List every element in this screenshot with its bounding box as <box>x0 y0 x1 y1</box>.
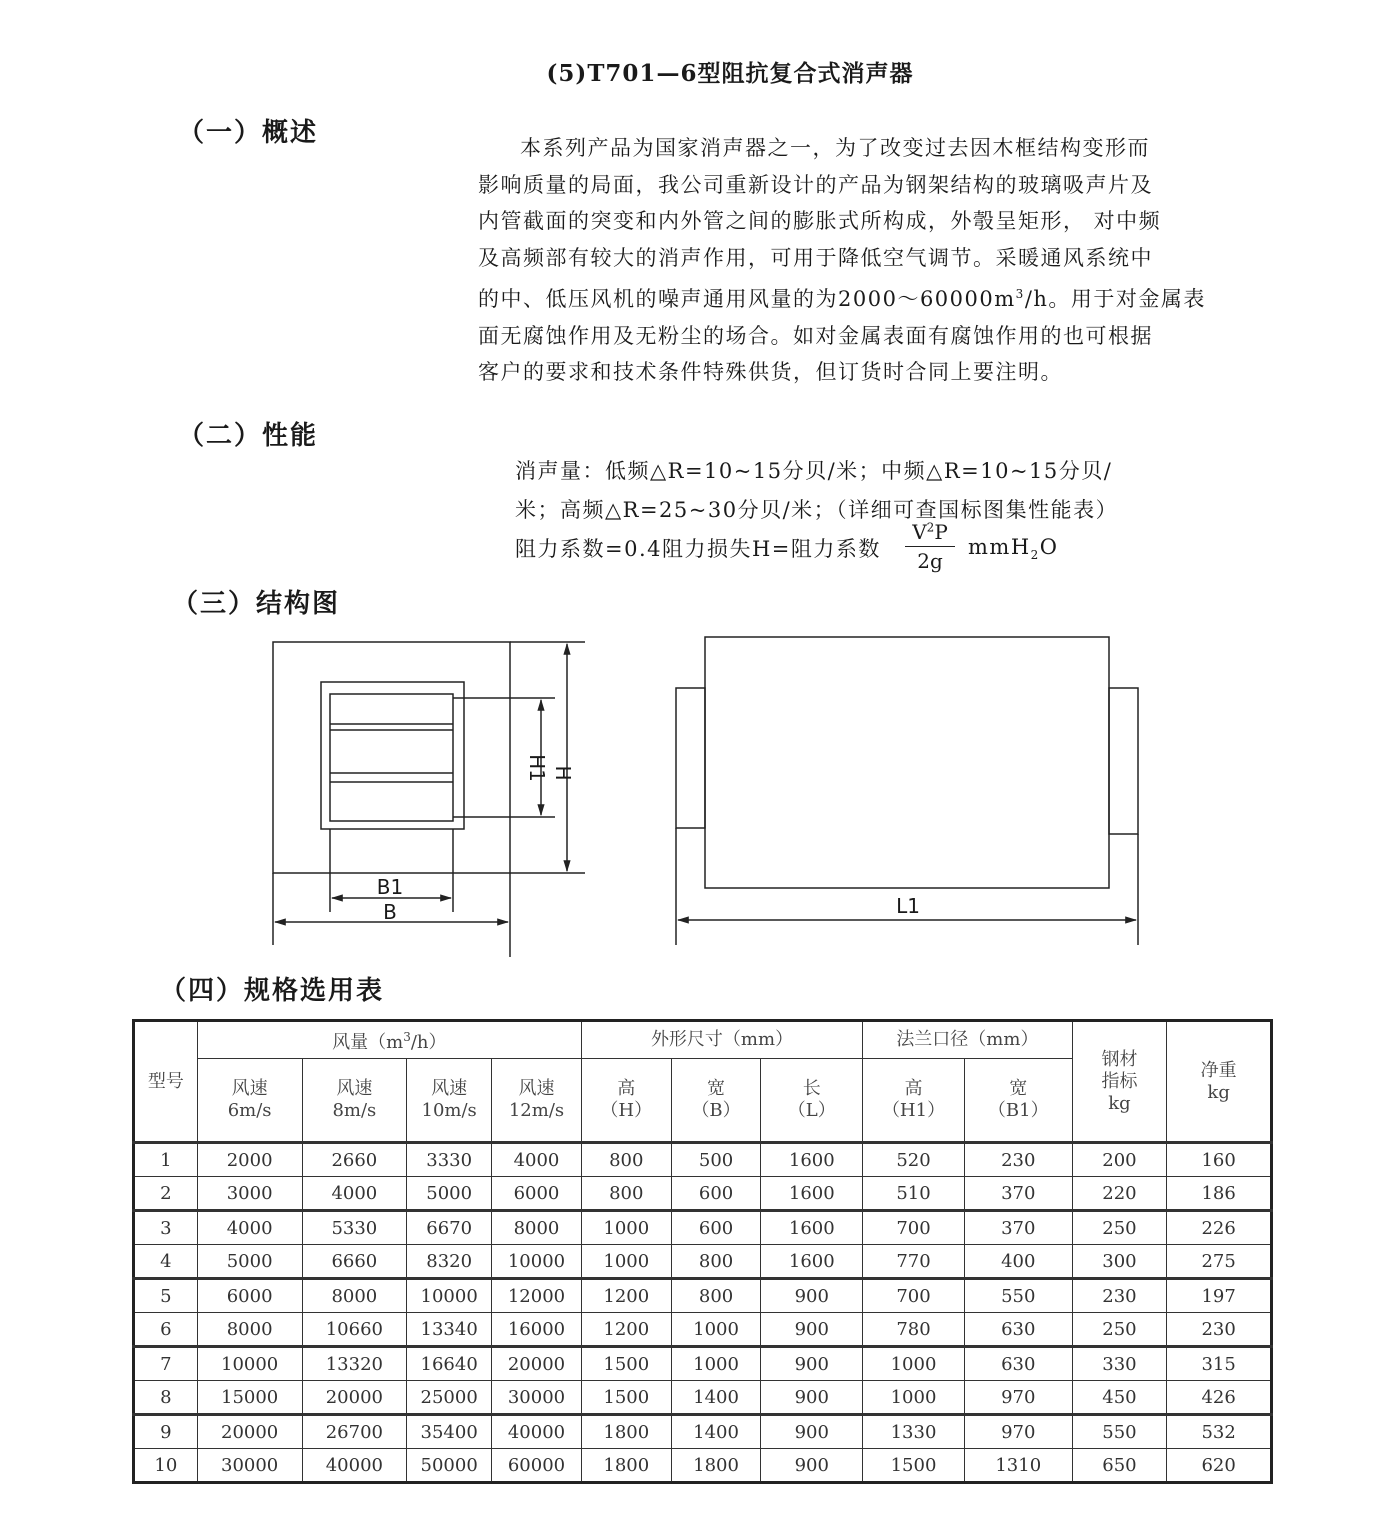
table-cell: 20000 <box>197 1415 302 1449</box>
table-cell: 5330 <box>302 1211 407 1245</box>
header-airflow-col-3-l2: 12m/s <box>508 1100 565 1121</box>
table-row <box>134 1415 1272 1449</box>
table-cell: 700 <box>863 1279 965 1313</box>
label-b: B <box>383 900 397 924</box>
table-cell: 780 <box>863 1313 965 1347</box>
table-cell: 6 <box>134 1313 198 1347</box>
table-cell: 60000 <box>492 1449 582 1483</box>
table-cell: 20000 <box>302 1381 407 1415</box>
page-title: (5)T701—6型阻抗复合式消声器 <box>546 60 914 87</box>
performance-line-1: 消声量：低频△R=10~15分贝/米；中频△R=10~15分贝/ <box>515 459 1113 483</box>
table-cell: 520 <box>863 1143 965 1177</box>
table-cell: 13340 <box>407 1313 492 1347</box>
overview-line-7: 客户的要求和技术条件特殊供货，但订货时合同上要注明。 <box>478 360 1063 384</box>
table-cell: 600 <box>671 1177 761 1211</box>
table-cell: 2 <box>134 1177 198 1211</box>
table-cell: 1600 <box>761 1211 863 1245</box>
fraction-denominator: 2g <box>917 549 943 573</box>
table-cell: 50000 <box>407 1449 492 1483</box>
table-cell: 1000 <box>671 1347 761 1381</box>
table-cell: 970 <box>964 1381 1072 1415</box>
table-cell: 10000 <box>197 1347 302 1381</box>
overview-line-1: 本系列产品为国家消声器之一，为了改变过去因木框结构变形而 <box>520 136 1150 160</box>
table-cell: 9 <box>134 1415 198 1449</box>
table-cell: 10660 <box>302 1313 407 1347</box>
table-cell: 1310 <box>964 1449 1072 1483</box>
header-weight-l2: kg <box>1207 1081 1230 1103</box>
label-h1: H1 <box>525 754 549 782</box>
table-cell: 2660 <box>302 1143 407 1177</box>
overview-line-5a: 的中、低压风机的噪声通用风量的为2000～60000m <box>478 287 1016 311</box>
spec-body <box>134 1143 1272 1483</box>
table-cell: 8 <box>134 1381 198 1415</box>
table-cell: 13320 <box>302 1347 407 1381</box>
header-airflow <box>197 1021 581 1059</box>
table-cell: 4000 <box>197 1211 302 1245</box>
spec-heading: （四）规格选用表 <box>160 976 385 1006</box>
table-cell: 1000 <box>581 1211 671 1245</box>
table-cell: 186 <box>1167 1177 1272 1211</box>
table-cell: 900 <box>761 1381 863 1415</box>
table-cell: 300 <box>1072 1245 1167 1279</box>
table-cell: 1500 <box>581 1381 671 1415</box>
header-airflow-col-0-l2: 6m/s <box>227 1100 272 1121</box>
header-flange-col-1-l1: 宽 <box>1009 1078 1028 1099</box>
table-cell: 650 <box>1072 1449 1167 1483</box>
label-l1: L1 <box>896 894 920 918</box>
side-left-stub <box>676 688 705 828</box>
table-cell: 10000 <box>492 1245 582 1279</box>
front-outer-frame <box>273 642 510 873</box>
header-row-1 <box>134 1021 1272 1059</box>
table-cell: 1800 <box>581 1415 671 1449</box>
header-dim-col-2 <box>761 1059 863 1143</box>
table-cell: 1000 <box>671 1313 761 1347</box>
overview-line-5 <box>478 276 1258 318</box>
overview-line-4: 及高频部有较大的消声作用，可用于降低空气调节。采暖通风系统中 <box>478 245 1153 270</box>
numerator-sup: 2 <box>926 520 935 535</box>
table-cell: 5000 <box>407 1177 492 1211</box>
header-weight <box>1167 1021 1272 1143</box>
table-cell: 1 <box>134 1143 198 1177</box>
table-cell: 800 <box>581 1143 671 1177</box>
table-cell: 5000 <box>197 1245 302 1279</box>
table-cell: 970 <box>964 1415 1072 1449</box>
header-airflow-col-2-l2: 10m/s <box>421 1100 477 1121</box>
structure-diagram <box>0 620 1400 965</box>
table-cell: 200 <box>1072 1143 1167 1177</box>
table-cell: 16000 <box>492 1313 582 1347</box>
spec-table <box>132 1019 1273 1484</box>
table-cell: 40000 <box>302 1449 407 1483</box>
numerator-p: P <box>934 520 948 544</box>
table-cell: 3330 <box>407 1143 492 1177</box>
table-cell: 3 <box>134 1211 198 1245</box>
table-cell: 900 <box>761 1313 863 1347</box>
table-cell: 26700 <box>302 1415 407 1449</box>
overview-line-5b: /h。用于对金属表 <box>1024 287 1206 311</box>
header-airflow-col-0 <box>197 1059 302 1143</box>
header-steel-l1: 钢材 <box>1101 1048 1138 1070</box>
table-row <box>134 1347 1272 1381</box>
table-cell: 250 <box>1072 1211 1167 1245</box>
table-cell: 15000 <box>197 1381 302 1415</box>
label-b1: B1 <box>376 875 404 899</box>
table-cell: 10 <box>134 1449 198 1483</box>
overview-heading: （一）概述 <box>178 118 319 148</box>
header-flange-col-1 <box>964 1059 1072 1143</box>
header-model: 型号 <box>134 1021 198 1143</box>
overview-line-2: 影响质量的局面，我公司重新设计的产品为钢架结构的玻璃吸声片及 <box>478 172 1153 197</box>
table-cell: 620 <box>1167 1449 1272 1483</box>
table-row <box>134 1143 1272 1177</box>
front-duct-opening <box>321 682 464 829</box>
header-airflow-col-3-l1: 风速 <box>518 1078 555 1099</box>
header-steel <box>1072 1021 1167 1143</box>
performance-line-3: 阻力系数=0.4阻力损失H=阻力系数 <box>515 537 881 561</box>
front-inner-frame <box>330 694 453 821</box>
unit-pre: mmH <box>968 535 1031 559</box>
table-cell: 6670 <box>407 1211 492 1245</box>
header-flange-col-1-l2: （B1） <box>987 1100 1049 1121</box>
resistance-unit <box>968 535 1059 562</box>
table-row <box>134 1245 1272 1279</box>
table-row <box>134 1381 1272 1415</box>
table-cell: 230 <box>1072 1279 1167 1313</box>
table-cell: 1600 <box>761 1177 863 1211</box>
table-cell: 1200 <box>581 1279 671 1313</box>
label-h: H <box>551 765 575 781</box>
table-cell: 220 <box>1072 1177 1167 1211</box>
header-steel-l3: kg <box>1108 1092 1131 1114</box>
table-cell: 197 <box>1167 1279 1272 1313</box>
header-dimensions: 外形尺寸（mm） <box>581 1021 862 1059</box>
header-dim-col-0-l2: （H） <box>600 1100 653 1121</box>
side-body <box>705 637 1109 888</box>
header-airflow-col-0-l1: 风速 <box>231 1078 268 1099</box>
table-cell: 25000 <box>407 1381 492 1415</box>
header-flange: 法兰口径（mm） <box>863 1021 1073 1059</box>
table-cell: 630 <box>964 1313 1072 1347</box>
table-cell: 30000 <box>197 1449 302 1483</box>
table-cell: 1330 <box>863 1415 965 1449</box>
table-cell: 1500 <box>581 1347 671 1381</box>
performance-line-2: 米；高频△R=25~30分贝/米；（详细可查国标图集性能表） <box>515 498 1119 522</box>
resistance-fraction <box>905 520 955 573</box>
unit-sub: 2 <box>1030 548 1040 563</box>
header-airflow-sup: 3 <box>403 1030 411 1044</box>
table-row <box>134 1449 1272 1483</box>
table-cell: 3000 <box>197 1177 302 1211</box>
table-cell: 532 <box>1167 1415 1272 1449</box>
header-dim-col-2-l2: （L） <box>787 1100 836 1121</box>
header-airflow-post: /h） <box>410 1032 447 1053</box>
table-cell: 800 <box>671 1279 761 1313</box>
table-cell: 4000 <box>492 1143 582 1177</box>
table-cell: 16640 <box>407 1347 492 1381</box>
front-view <box>273 642 585 957</box>
header-dim-col-1 <box>671 1059 761 1143</box>
table-cell: 1400 <box>671 1381 761 1415</box>
table-cell: 226 <box>1167 1211 1272 1245</box>
table-cell: 6000 <box>492 1177 582 1211</box>
header-airflow-col-1 <box>302 1059 407 1143</box>
table-cell: 900 <box>761 1279 863 1313</box>
table-row <box>134 1279 1272 1313</box>
fraction-numerator <box>905 520 955 546</box>
header-dim-col-2-l1: 长 <box>802 1078 821 1099</box>
table-cell: 40000 <box>492 1415 582 1449</box>
table-cell: 426 <box>1167 1381 1272 1415</box>
table-row <box>134 1211 1272 1245</box>
table-cell: 370 <box>964 1177 1072 1211</box>
table-cell: 250 <box>1072 1313 1167 1347</box>
table-cell: 1000 <box>581 1245 671 1279</box>
overview-line-3: 内管截面的突变和内外管之间的膨胀式所构成，外彀呈矩形， 对中频 <box>478 209 1162 233</box>
header-airflow-col-3 <box>492 1059 582 1143</box>
unit-post: O <box>1039 535 1059 559</box>
table-row <box>134 1177 1272 1211</box>
table-cell: 1200 <box>581 1313 671 1347</box>
side-right-stub <box>1109 688 1138 834</box>
table-cell: 630 <box>964 1347 1072 1381</box>
header-weight-l1: 净重 <box>1200 1059 1237 1081</box>
structure-heading: （三）结构图 <box>172 589 341 619</box>
table-cell: 500 <box>671 1143 761 1177</box>
overview-paragraph <box>478 130 1258 391</box>
table-cell: 1000 <box>863 1381 965 1415</box>
table-cell: 770 <box>863 1245 965 1279</box>
table-cell: 8000 <box>197 1313 302 1347</box>
header-airflow-pre: 风量（m <box>332 1032 404 1053</box>
table-row <box>134 1313 1272 1347</box>
table-cell: 1000 <box>863 1347 965 1381</box>
table-cell: 20000 <box>492 1347 582 1381</box>
table-cell: 160 <box>1167 1143 1272 1177</box>
table-cell: 230 <box>964 1143 1072 1177</box>
table-cell: 330 <box>1072 1347 1167 1381</box>
table-cell: 8320 <box>407 1245 492 1279</box>
table-cell: 900 <box>761 1449 863 1483</box>
numerator-v: V <box>912 520 927 544</box>
table-cell: 4 <box>134 1245 198 1279</box>
table-cell: 2000 <box>197 1143 302 1177</box>
table-cell: 30000 <box>492 1381 582 1415</box>
table-cell: 900 <box>761 1415 863 1449</box>
table-cell: 6660 <box>302 1245 407 1279</box>
table-cell: 370 <box>964 1211 1072 1245</box>
table-cell: 5 <box>134 1279 198 1313</box>
header-dim-col-1-l2: （B） <box>691 1100 741 1121</box>
table-cell: 800 <box>581 1177 671 1211</box>
table-cell: 600 <box>671 1211 761 1245</box>
table-cell: 700 <box>863 1211 965 1245</box>
table-cell: 35400 <box>407 1415 492 1449</box>
table-cell: 1600 <box>761 1143 863 1177</box>
table-cell: 315 <box>1167 1347 1272 1381</box>
header-dim-col-0 <box>581 1059 671 1143</box>
table-cell: 550 <box>1072 1415 1167 1449</box>
table-cell: 450 <box>1072 1381 1167 1415</box>
header-airflow-col-1-l1: 风速 <box>336 1078 373 1099</box>
table-cell: 900 <box>761 1347 863 1381</box>
header-airflow-col-2-l1: 风速 <box>431 1078 468 1099</box>
table-cell: 1400 <box>671 1415 761 1449</box>
header-steel-l2: 指标 <box>1101 1070 1138 1092</box>
header-flange-col-0-l1: 高 <box>904 1078 923 1099</box>
table-cell: 230 <box>1167 1313 1272 1347</box>
table-cell: 6000 <box>197 1279 302 1313</box>
table-cell: 8000 <box>492 1211 582 1245</box>
table-cell: 275 <box>1167 1245 1272 1279</box>
header-dim-col-0-l1: 高 <box>617 1078 636 1099</box>
table-cell: 7 <box>134 1347 198 1381</box>
performance-heading: （二）性能 <box>178 421 319 451</box>
table-cell: 400 <box>964 1245 1072 1279</box>
table-cell: 800 <box>671 1245 761 1279</box>
header-airflow-col-2 <box>407 1059 492 1143</box>
table-cell: 1600 <box>761 1245 863 1279</box>
table-cell: 510 <box>863 1177 965 1211</box>
table-cell: 1800 <box>671 1449 761 1483</box>
table-cell: 1800 <box>581 1449 671 1483</box>
table-cell: 12000 <box>492 1279 582 1313</box>
header-flange-col-0 <box>863 1059 965 1143</box>
table-cell: 4000 <box>302 1177 407 1211</box>
table-cell: 1500 <box>863 1449 965 1483</box>
header-dim-col-1-l1: 宽 <box>707 1078 726 1099</box>
table-cell: 8000 <box>302 1279 407 1313</box>
overview-line-6: 面无腐蚀作用及无粉尘的场合。如对金属表面有腐蚀作用的也可根据 <box>478 323 1153 348</box>
header-airflow-col-1-l2: 8m/s <box>332 1100 377 1121</box>
superscript-3: 3 <box>1015 287 1025 301</box>
table-cell: 550 <box>964 1279 1072 1313</box>
header-flange-col-0-l2: （H1） <box>881 1100 946 1121</box>
table-cell: 10000 <box>407 1279 492 1313</box>
